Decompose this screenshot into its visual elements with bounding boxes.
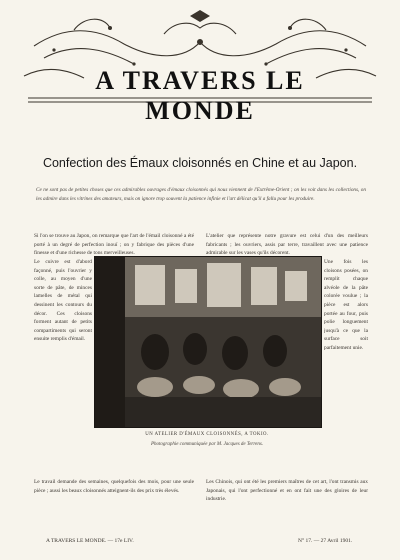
footer-issue: A TRAVERS LE MONDE. — 17e LIV. [46, 538, 134, 544]
column-bottom-left: Le travail demande des semaines, quelquefois des mois, pour une seule pièce ; aussi les beaux cloisonnés atteignent-ils des prix très élevés. [34, 479, 194, 494]
masthead-title: A TRAVERS LE MONDE [95, 66, 305, 125]
article-intro: Ce ne sont pas de petites choses que ces admirables ouvrages d'émaux cloisonnés qui nous viennent de l'Extrême-Orient ; on les voit dans les collections, on les admire dans les vitrines des amateurs, mais on ignore trop souvent la patience infinie et l'art délicat qu'il a fallu pour les produire. [36, 187, 366, 202]
article-title: Confection des Émaux cloisonnés en Chine et au Japon. [42, 156, 358, 170]
footer-date: N° 17. — 27 Avril 1901. [298, 538, 353, 544]
workshop-photograph [94, 256, 322, 428]
column-left-top: Si l'on se trouve au Japon, on remarque que l'art de l'émail cloisonné a été porté à un degré de perfection inouï ; on y fabrique des pièces d'une finesse et d'une richesse de tons merveilleuses. [34, 233, 194, 256]
masthead [44, 64, 356, 125]
column-left-middle: Le cuivre est d'abord façonné, puis l'ouvrier y colle, au moyen d'une sorte de pâte, de minces lamelles de métal qui dessinent les contours du décor. Ces cloisons forment autant de petits compartiments qui seront ensuite remplis d'émail. [34, 259, 92, 343]
workshop-photo-image [95, 257, 321, 427]
photo-caption: UN ATELIER D'ÉMAUX CLOISONNÉS, A TOKIO. [145, 432, 269, 437]
photo-credit: Photographie communiquée par M. Jacques de Terrens. [150, 442, 264, 447]
column-right-top: L'atelier que représente notre gravure est celui d'un des meilleurs fabricants ; les ouvriers, assis par terre, travaillent avec une patience admirable sur les vases qu'ils décorent. [206, 233, 368, 256]
column-bottom-right: Les Chinois, qui ont été les premiers maîtres de cet art, l'ont transmis aux Japonais, qui l'ont perfectionné et en ont fait une des gloires de leur industrie. [206, 479, 368, 503]
column-right-middle: Une fois les cloisons posées, on remplit chaque alvéole de la pâte colorée voulue ; la pièce est alors portée au four, puis polie longuement jusqu'à ce que la surface soit parfaitement unie. [324, 259, 368, 351]
